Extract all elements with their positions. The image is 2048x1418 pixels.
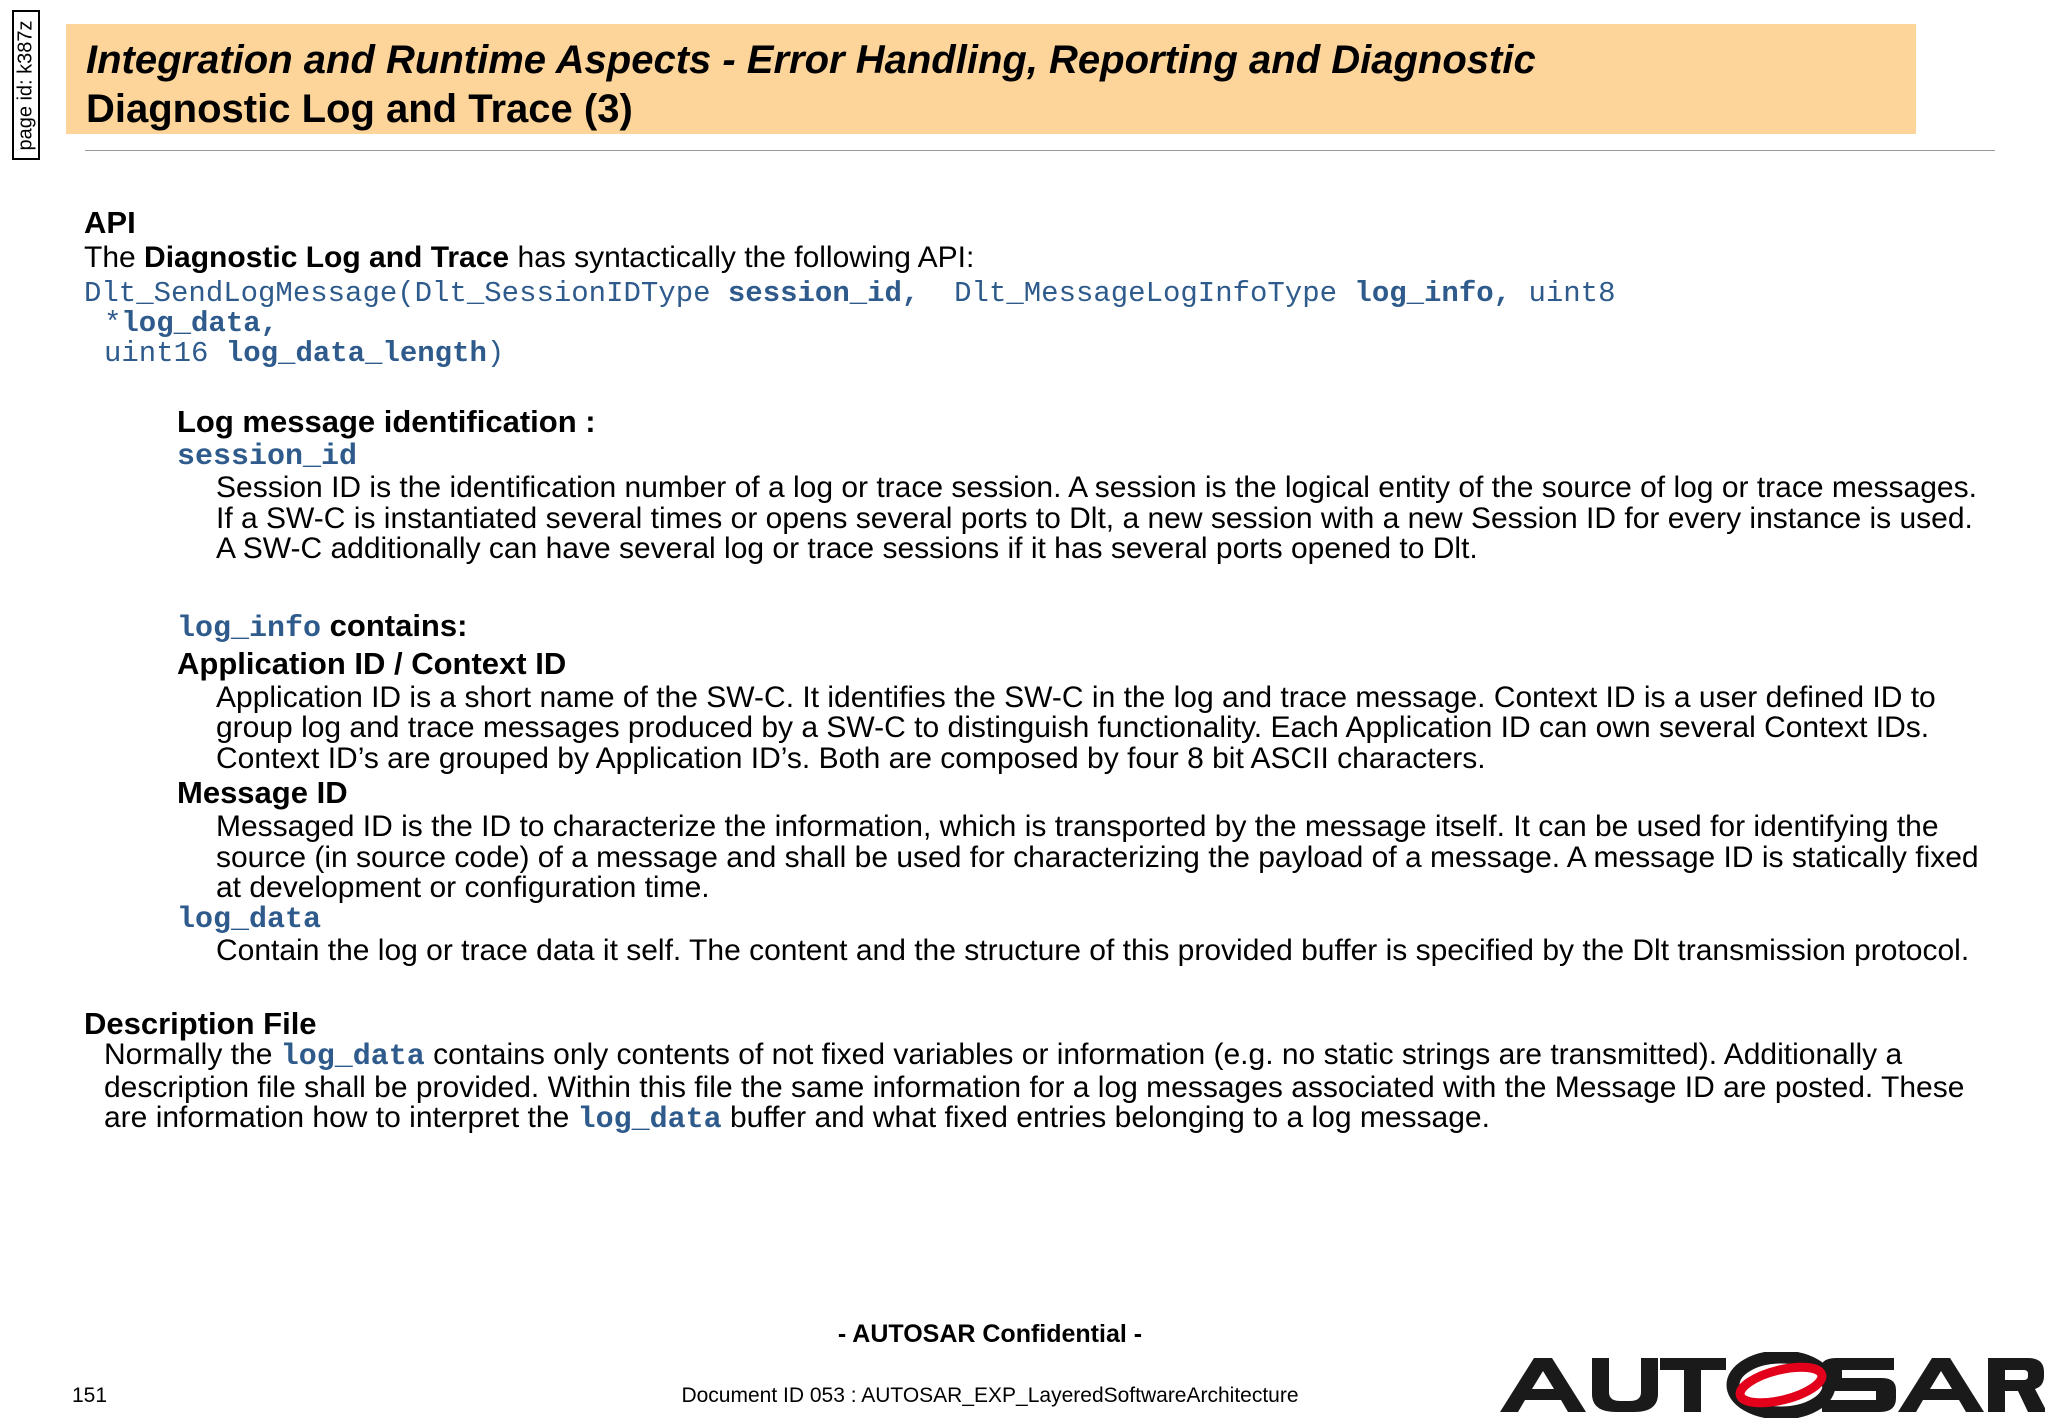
desc-text-3: buffer and what fixed entries belonging to a log message. xyxy=(721,1101,1490,1134)
desc-text-2: contains only contents of not fixed variables or information (e.g. no static strings are transmitted). Additionally a description file shall be provided. Within this file the same information for a log messages associated with the Message ID are posted. These are information how to interpret the xyxy=(104,1038,1965,1134)
log-msg-id-heading: Log message identification : xyxy=(177,404,596,439)
autosar-logo xyxy=(1500,1352,2045,1418)
page-subtitle: Diagnostic Log and Trace (3) xyxy=(86,87,633,131)
page-number: 151 xyxy=(72,1384,108,1407)
desc-text-1: Normally the xyxy=(104,1038,281,1071)
log-message-identification xyxy=(177,403,1984,966)
log-data-body: Contain the log or trace data it self. The content and the structure of this provided buffer is specified by the Dlt transmission protocol. xyxy=(216,933,1970,967)
sig-part3: uint8 xyxy=(1511,277,1616,310)
sig-param-session-id: session_id, xyxy=(727,277,920,310)
app-id-body: Application ID is a short name of the SW-C. It identifies the SW-C in the log and trace message. Context ID is a user defined ID to group log and trace messages produced by a SW-C to distinguish functionality. Each Application ID can own several Context IDs. Context ID’s are grouped by Application ID’s. Both are composed by four 8 bit ASCII characters. xyxy=(216,680,1936,775)
description-file-body xyxy=(104,1040,1984,1136)
desc-code-log-data-1: log_data xyxy=(280,1040,425,1074)
page-id-text: page id: k387z xyxy=(14,19,37,151)
confidential-notice: - AUTOSAR Confidential - xyxy=(837,1320,1143,1348)
sig-line3 xyxy=(84,339,1984,369)
api-intro-bold: Diagnostic Log and Trace xyxy=(144,241,510,274)
desc-code-log-data-2: log_data xyxy=(577,1103,722,1137)
api-intro xyxy=(84,242,1984,273)
message-id-heading: Message ID xyxy=(177,775,348,810)
page-title: Integration and Runtime Aspects - Error Handling, Reporting and Diagnostic xyxy=(86,38,1536,82)
title-divider xyxy=(85,150,1995,151)
app-id-heading: Application ID / Context ID xyxy=(177,645,567,681)
log-info-suffix: contains: xyxy=(321,607,468,643)
description-file-heading: Description File xyxy=(84,1006,317,1041)
message-id-body: Messaged ID is the ID to characterize the information, which is transported by the message itself. It can be used for identifying the source (in source code) of a message and shall be used for characterizing the payload of a message. A message ID is statically fixed at development or configuration time. xyxy=(216,810,1979,904)
api-intro-pre: The xyxy=(84,241,145,274)
sig-param-log-info: log_info, xyxy=(1354,277,1512,310)
main-content xyxy=(84,204,1984,1136)
api-heading: API xyxy=(84,205,136,240)
log-info-label: log_info xyxy=(177,611,322,646)
log-data-label: log_data xyxy=(177,902,322,937)
sig-param-log-data-length: log_data_length xyxy=(225,337,487,370)
sig-part2: Dlt_MessageLogInfoType xyxy=(919,277,1355,310)
document-id: Document ID 053 : AUTOSAR_EXP_LayeredSoftwareArchitecture xyxy=(681,1384,1299,1407)
sig-line2-pre: * xyxy=(104,307,122,340)
sig-param-log-data: log_data, xyxy=(121,307,279,340)
title-banner xyxy=(66,24,1916,134)
page-id-tag xyxy=(12,10,40,160)
api-intro-post: has syntactically the following API: xyxy=(509,241,975,274)
sig-line2 xyxy=(84,309,1984,339)
session-id-label: session_id xyxy=(177,440,358,474)
log-info-heading xyxy=(177,607,1984,645)
sig-line3-pre: uint16 xyxy=(104,337,226,370)
session-id-body: Session ID is the identification number of a log or trace session. A session is the logical entity of the source of log or trace messages. If a SW-C is instantiated several times or opens several ports to Dlt, a new session with a new Session ID for every instance is used. A SW-C additionally can have several log or trace sessions if it has several ports opened to Dlt. xyxy=(216,471,1977,565)
sig-line3-post: ) xyxy=(486,337,505,370)
api-signature xyxy=(84,279,1984,369)
description-file-section xyxy=(84,1008,1984,1136)
sig-part1: Dlt_SendLogMessage(Dlt_SessionIDType xyxy=(84,277,728,310)
